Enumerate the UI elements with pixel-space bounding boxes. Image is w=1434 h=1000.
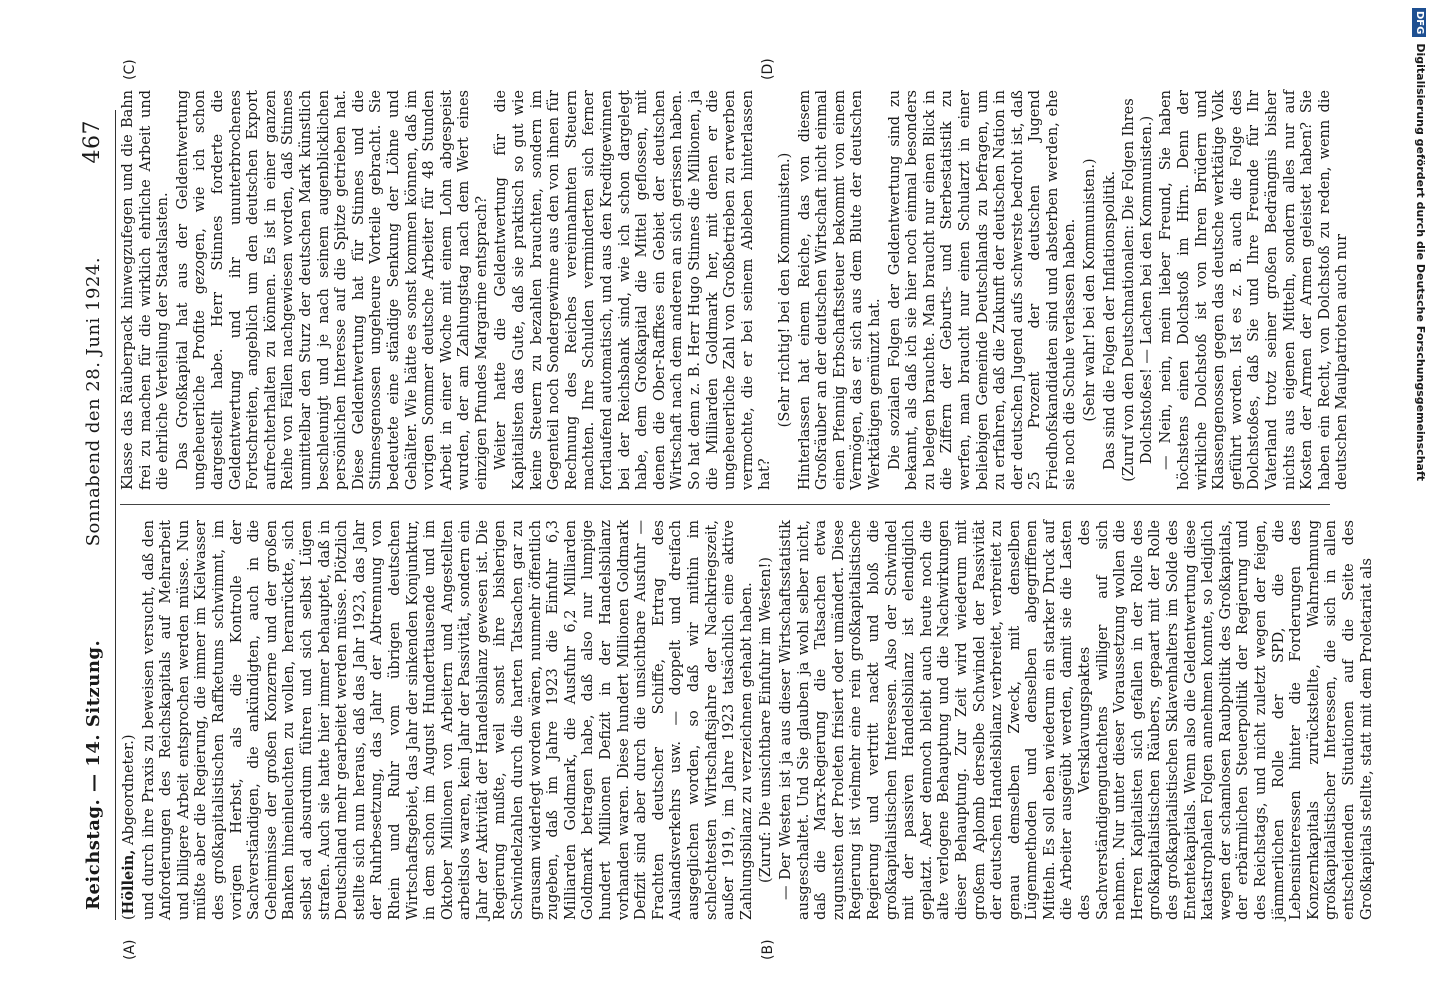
page-number: 467 [80,120,105,164]
right-paragraph: Das Großkapital hat aus der Geldentwertung ungeheuerliche Profite gezogen, wie ich schon dargestellt habe. Herr Stinnes forderte die Geldentwertung und ihr ununterbrochenes Fortschreiten, angeblich um den deutschen Export aufrechterhalten zu können. Es ist in einer ganzen Reihe von Fällen nachgewiesen worden, daß Stinnes unmittelbar den Sturz der deutschen Mark künstlich beschleunigt und je nach seinem augenblicklichen persönlichen Interesse auf die Spitze getrieben hat. Diese Geldentwertung hat für Stinnes und die Stinnesgenossen ungeheure Vorteile gebracht. Sie bedeutete eine ständige Senkung der Löhne und Gehälter. Wie hätte es sonst kommen können, daß im vorigen Sommer deutsche Arbeiter für 48 Stunden Arbeit in einer Woche mit einem Lohn abgespeist wurden, der am Zahlungstag nach dem Wert eines einzigen Pfundes Margarine entsprach? [174,90,490,490]
page-header [80,120,110,910]
speaker-line: (Höllein, Abgeordneter.) [120,734,137,920]
interjection: (Zuruf: Die unsichtbare Einfuhr im Westen!) [758,557,775,883]
right-paragraph: Das sind die Folgen der Inflationspolitik. [1101,170,1118,470]
right-paragraph: Weiter hatte die Geldentwertung für die Kapitalisten das Gute, daß sie praktisch so gut wie keine Steuern zu bezahlen brauchten, sondern im Gegenteil noch Sondergewinne aus den von ihnen für Rechnung des Reiches vereinnahmten Steuern machten. Ihre Schulden verminderten sich ferner fortlaufend automatisch, und aus den Kreditgewinnen bei der Reichsbank sind, wie ich schon dargelegt habe, dem Großkapital die Mittel geflossen, mit denen die Ober-Raffkes ein Gebiet der deutschen Wirtschaft nach dem anderen an sich gerissen haben. So hat denn z. B. Herr Hugo Stinnes die Millionen, ja die Milliarden Goldmark her, mit denen er die ungeheuerliche Zahl von Großbetrieben zu erwerben vermochte, die er bei seinem Ableben hinterlassen hat? [493,90,774,490]
margin-marker-b: (B) [760,939,776,960]
margin-marker-c: (C) [122,59,138,80]
right-paragraph: Hinterlassen hat einem Reiche, das von diesem Großräuber an der deutschen Wirtschaft nicht einmal einen Pfennig Erbschaftssteuer bekommt von einem Vermögen, das er sich aus dem Blute der deutschen Werktätigen gemünzt hat. [796,90,883,490]
right-paragraph: — Nein, nein, mein lieber Freund, Sie haben höchstens einen Dolchstoß im Hirn. Denn der wirkliche Dolchstoß ist von Ihren Brüdern und Klassengenossen gegen das deutsche werktätige Volk geführt worden. Ist es z. B. auch die Folge des Dolchstoßes, daß Sie und Ihre Freunde für Ihr Vaterland trotz seiner großen Bedrängnis bisher nichts aus eigenen Mitteln, sondern alles nur auf Kosten der Armen der Armen geleistet haben? Sie haben ein Recht, von Dolchstoß zu reden, wenn die deutschen Maulpatrioten auch nur [1158,90,1351,490]
column-rule [120,504,1330,505]
left-paragraph: — Der Westen ist ja aus dieser Wirtschaftsstatistik ausgeschaltet. Und Sie glauben ja wohl selber nicht, daß die Marx-Regierung die Tatsachen etwa zugunsten der Proleten frisiert oder umändert. Diese Regierung ist vielmehr eine rein großkapitalistische Regierung und vertritt nackt und bloß die großkapitalistischen Interessen. Also der Schwindel mit der passiven Handelsbilanz ist elendiglich geplatzt. Aber dennoch bleibt auch heute noch die alte verlogene Behauptung und die Nachwirkungen dieser Behauptung. Zur Zeit wird wiederum mit großem Aplomb derselbe Schwindel der Passivität der deutschen Handelsbilanz verbreitet, verbreitet zu genau demselben Zweck, mit denselben Lügenmethoden und denselben abgegriffenen Mitteln. Es soll eben wiederum ein starker Druck auf die Arbeiter ausgeübt werden, damit sie die Lasten des Versklavungspaktes des Sachverständigengutachtens williger auf sich nehmen. Nur unter dieser Voraussetzung wollen die Herren Kapitalisten sich gefallen in der Rolle des großkapitalistischen Räubers, gepaart mit der Rolle des großkapitalistischen Sklavenhalters im Solde des Ententekapitals. Wenn also die Geldentwertung diese katastrophalen Folgen annehmen konnte, so lediglich wegen der schamlosen Raubpolitik des Großkapitals, der erbärmlichen Steuerpolitik der Regierung und des Reichstags, und nicht zuletzt wegen der feigen, jämmerlichen Rolle der SPD, die die Lebensinteressen hinter die Forderungen des Konzernkapitals zurückstellte, Wahrnehmung großkapitalistischer Interessen, die sich in allen entscheidenden Situationen auf die Seite des Großkapitals stellte, statt mit dem Proletariat als [777,520,1375,920]
digitization-credit [1408,8,1430,998]
header-rule [115,110,116,920]
right-paragraph: Klasse das Räuberpack hinwegzufegen und die Bahn frei zu machen für die wirklich ehrliche Arbeit und die ehrliche Verteilung der Staatslasten. [120,90,172,490]
credit-text: Digitalisierung gefördert durch die Deutsche Forschungsgemeinschaft [1414,43,1427,482]
speaker-name: Höllein, [120,849,137,915]
interjection: (Sehr wahr! bei den Kommunisten.) [1082,158,1099,422]
rotated-page [60,0,1375,1000]
margin-marker-d: (D) [760,58,776,80]
interjection: (Zuruf von den Deutschnationalen: Die Folgen Ihres Dolchstoßes! — Lachen bei den Kommunisten.) [1121,98,1155,482]
header-date: Sonnabend den 28. Juni 1924. [83,256,104,547]
left-paragraph: und durch ihre Praxis zu beweisen versucht, daß den Anforderungen des Reichskapitals auf Mehrarbeit und billigere Arbeit entsprochen werden müsse. Nun müßte aber die Regierung, die immer im Kielwasser des großkapitalistischen Raffketums schwimmt, im vorigen Herbst, als die Kontrolle der Sachverständigen, die ankündigten, auch in die Geheimnisse der großen Konzerne und der großen Banken hineinleuchten zu wollen, heranrückte, sich selbst ad absurdum führen und sich selbst Lügen strafen. Auch sie hatte hier immer behauptet, daß in Deutschland mehr gearbeitet werden müsse. Plötzlich stellte sich nun heraus, daß das Jahr 1923, das Jahr der Ruhrbesetzung, das Jahr der Abtrennung von Rhein und Ruhr vom übrigen deutschen Wirtschaftsgebiet, das Jahr der sinkenden Konjunktur, in dem schon im August Hunderttausende und im Oktober Millionen von Arbeitern und Angestellten arbeitslos waren, kein Jahr der Passivität, sondern ein Jahr der Aktivität der Handelsbilanz gewesen ist. Die Regierung mußte, weil sonst ihre bisherigen Schwindelzahlen durch die harten Tatsachen gar zu grausam widerlegt worden wären, nunmehr öffentlich zugeben, daß im Jahre 1923 die Einfuhr 6,3 Milliarden Goldmark, die Ausfuhr 6,2 Milliarden Goldmark betragen habe, daß also nur lumpige hundert Millionen Defizit in der Handelsbilanz vorhanden waren. Diese hundert Millionen Goldmark Defizit sind aber durch die unsichtbare Ausfuhr — Frachten deutscher Schiffe, Ertrag des Auslandsverkehrs usw. — doppelt und dreifach ausgeglichen worden, so daß wir mithin im schlechtesten Wirtschaftsjahre der Nachkriegszeit, außer 1919, im Jahre 1923 tatsächlich eine aktive Zahlungsbilanz zu verzeichnen gehabt haben. [140,520,755,920]
left-column [120,520,1375,920]
right-column [120,90,1351,490]
header-title: Reichstag. — 14. Sitzung. [83,639,104,910]
right-paragraph: Die sozialen Folgen der Geldentwertung sind zu bekannt, als daß ich sie hier noch einmal besonders zu belegen brauchte. Man braucht nur einen Blick in die Ziffern der Geburts- und Sterbestatistik zu werfen, man braucht nur einen Schularzt in einer beliebigen Gemeinde Deutschlands zu befragen, um zu erfahren, daß die Zukunft der deutschen Nation in der deutschen Jugend aufs schwerste bedroht ist, daß 25 Prozent der deutschen Jugend Friedhofskandidaten sind und absterben werden, ehe sie noch die Schule verlassen haben. [886,90,1079,490]
speaker-role: Abgeordneter. [121,740,137,845]
margin-marker-a: (A) [122,939,138,960]
dfg-logo-icon: DFG [1412,8,1426,37]
interjection: (Sehr richtig! bei den Kommunisten.) [776,152,793,428]
